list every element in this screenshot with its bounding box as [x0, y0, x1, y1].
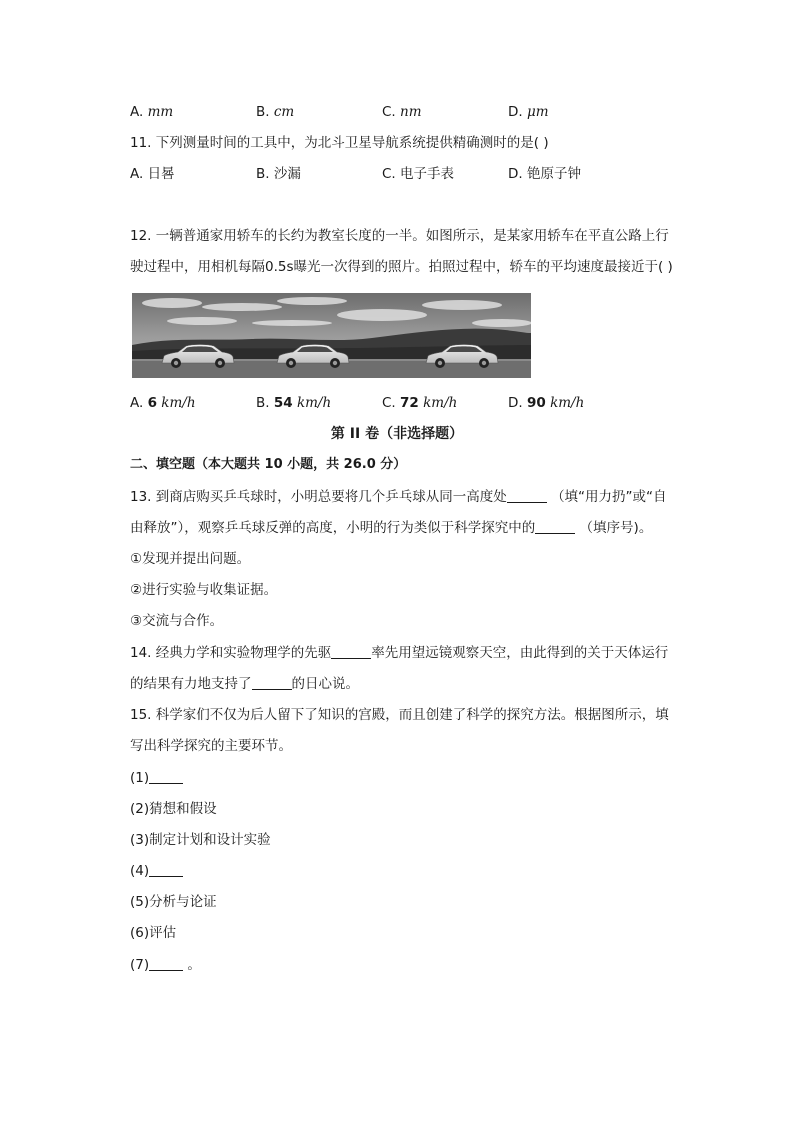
q11-option-d: D. 铯原子钟	[508, 166, 581, 182]
q12-stem-line2: 驶过程中，用相机每隔0.5s曝光一次得到的照片。拍照过程中，轿车的平均速度最接近于( )	[130, 259, 673, 275]
q15-step-3: (3)制定计划和设计实验	[130, 832, 271, 848]
q14-stem-line2: 的结果有力地支持了 的日心说。	[130, 676, 359, 692]
q15-step-1: (1)	[130, 768, 183, 788]
q12-option-b: B. 54 km/h	[256, 395, 332, 411]
q13-choice-1: ①发现并提出问题。	[130, 551, 251, 567]
q15-step-6: (6)评估	[130, 925, 177, 941]
q12-stem-line1: 12. 一辆普通家用轿车的长约为教室长度的一半。如图所示，是某家用轿车在平直公路上行	[130, 228, 669, 244]
q10-option-c: C. nm	[382, 104, 422, 120]
q12-option-a: A. 6 km/h	[130, 395, 196, 411]
answer-blank[interactable]	[149, 956, 183, 971]
q11-stem: 11. 下列测量时间的工具中，为北斗卫星导航系统提供精确测时的是( )	[130, 135, 549, 151]
q15-step-4: (4)	[130, 861, 183, 881]
q14-stem-line1: 14. 经典力学和实验物理学的先驱 率先用望远镜观察天空，由此得到的关于天体运行	[130, 645, 669, 661]
answer-blank[interactable]	[331, 644, 371, 659]
q12-option-c: C. 72 km/h	[382, 395, 458, 411]
q11-option-c: C. 电子手表	[382, 166, 455, 182]
q10-option-d: D. μm	[508, 104, 549, 120]
q13-choice-2: ②进行实验与收集证据。	[130, 582, 278, 598]
section-title: 第 II 卷（非选择题）	[330, 426, 464, 442]
q15-step-7: (7) 。	[130, 957, 201, 973]
q11-option-a: A. 日晷	[130, 166, 175, 182]
q13-stem-line1: 13. 到商店购买乒乓球时，小明总要将几个乒乓球从同一高度处 （填“用力扔”或“自	[130, 489, 667, 505]
q10-option-b: B. cm	[256, 104, 295, 120]
q11-option-b: B. 沙漏	[256, 166, 301, 182]
q15-step-2: (2)猜想和假设	[130, 801, 217, 817]
q12-option-d: D. 90 km/h	[508, 395, 585, 411]
answer-blank[interactable]	[535, 519, 575, 534]
q10-option-a: A. mm	[130, 104, 174, 120]
q13-stem-line2: 由释放”），观察乒乓球反弹的高度，小明的行为类似于科学探究中的 （填序号)。	[130, 520, 653, 536]
answer-blank[interactable]	[252, 675, 292, 690]
answer-blank[interactable]	[149, 862, 183, 877]
car-motion-photo	[132, 293, 531, 378]
q15-step-5: (5)分析与论证	[130, 894, 217, 910]
q13-choice-3: ③交流与合作。	[130, 613, 224, 629]
q15-stem-line1: 15. 科学家们不仅为后人留下了知识的宫殿，而且创建了科学的探究方法。根据图所示，填	[130, 707, 669, 723]
section-heading: 二、填空题（本大题共 10 小题，共 26.0 分）	[130, 457, 407, 472]
answer-blank[interactable]	[507, 488, 547, 503]
q15-stem-line2: 写出科学探究的主要环节。	[130, 738, 292, 754]
answer-blank[interactable]	[149, 769, 183, 784]
